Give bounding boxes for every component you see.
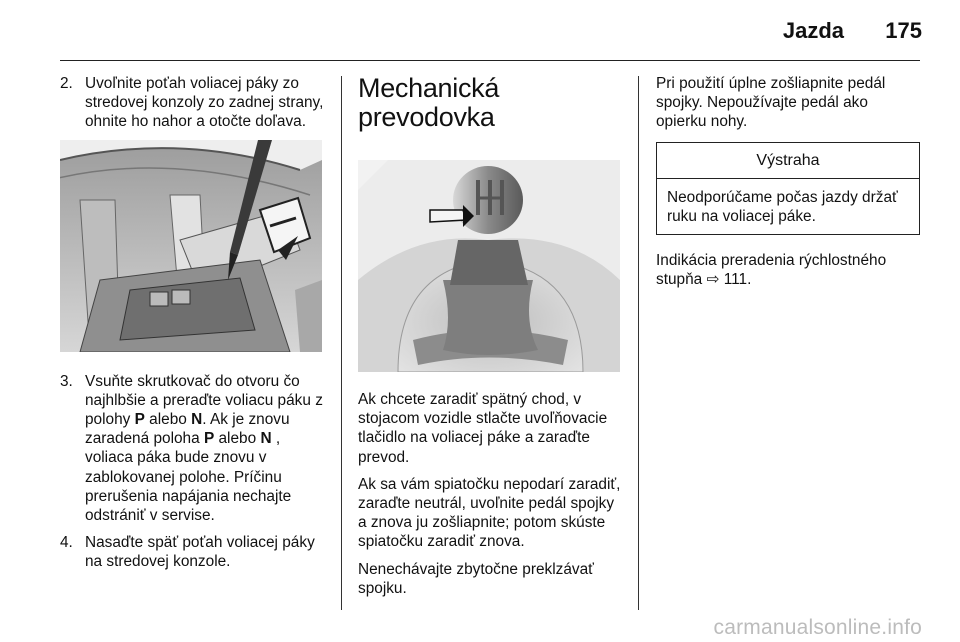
- step-list: [60, 74, 326, 132]
- column-middle: [358, 74, 624, 606]
- paragraph: Pri použití úplne zošliapnite pedál spojky. Nepoužívajte pedál ako opierku nohy.: [656, 75, 886, 131]
- watermark: carmanualsonline.info: [713, 616, 922, 639]
- column-left: [60, 74, 326, 580]
- list-item: [60, 372, 326, 526]
- page-number: 175: [885, 18, 922, 43]
- screwdriver-release-illustration: [60, 140, 322, 352]
- section-heading: [358, 74, 624, 132]
- reference-text: Indikácia preradenia rýchlostného stupňa: [656, 252, 887, 289]
- warning-box: [656, 142, 920, 236]
- step-text: Uvoľnite poťah voliacej páky zo stredovej konzoly zo zadnej strany, ohnite ho nahor a otočte doľava.: [85, 75, 324, 131]
- step-list: [60, 372, 326, 572]
- column-separator: [638, 76, 639, 610]
- step-number: 2.: [60, 75, 73, 92]
- paragraph: Nenechávajte zbytočne preklzávať spojku.: [358, 560, 594, 597]
- section-title-header: Jazda: [782, 18, 844, 43]
- screwdriver-release-figure: [60, 140, 322, 352]
- paragraph: Ak chcete zaradiť spätný chod, v stojacom vozidle stlačte uvoľňovacie tlačidlo na voliacej páke a zaraďte prevod.: [358, 391, 608, 466]
- cross-reference: [656, 251, 920, 289]
- column-right: [656, 74, 920, 298]
- warning-text: Neodporúčame počas jazdy držať ruku na voliacej páke.: [667, 188, 898, 226]
- step-number: 3.: [60, 372, 73, 390]
- gear-lever-figure: [358, 160, 620, 372]
- list-item: [60, 533, 326, 571]
- step-text: Nasaďte späť poťah voliacej páky na stredovej konzole.: [85, 534, 315, 571]
- reference-link[interactable]: 111.: [723, 271, 752, 289]
- step-number: 4.: [60, 534, 73, 552]
- column-separator: [341, 76, 342, 610]
- step-text: Vsuňte skrutkovač do otvoru čo najhlbšie a preraďte voliacu páku z polohy P alebo N. Ak je znovu zaradená poloha P alebo N , voliaca páka bude znovu v zablokovanej polohe. Príčinu prerušenia napájania nechajte odstrániť v servise.: [85, 372, 323, 525]
- header-rule: [60, 60, 920, 61]
- section-heading-line1: Mechanická: [358, 73, 500, 103]
- arrow-right-icon: ⇨: [706, 271, 720, 289]
- list-item: [60, 74, 326, 132]
- section-heading-line2: prevodovka: [358, 102, 495, 132]
- gear-lever-illustration: [358, 160, 620, 372]
- warning-title: Výstraha: [657, 143, 919, 179]
- paragraph: Ak sa vám spiatočku nepodarí zaradiť, zaraďte neutrál, uvoľnite pedál spojky a znova ju zošliapnite; potom skúste spiatočku zaradiť znova.: [358, 475, 621, 551]
